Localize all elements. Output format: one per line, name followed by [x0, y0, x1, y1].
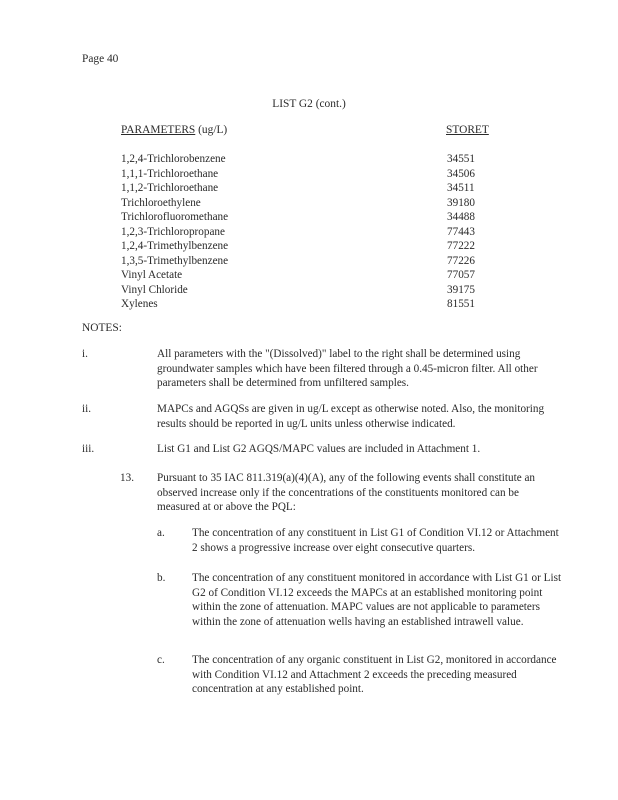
parameter-row: [121, 225, 495, 240]
parameter-row: [121, 167, 495, 182]
parameter-row: [121, 239, 495, 254]
parameters-header-unit: (ug/L): [195, 124, 228, 136]
note-text: List G1 and List G2 AGQS/MAPC values are included in Attachment 1.: [157, 443, 481, 455]
storet-code: 34511: [447, 182, 475, 194]
condition-item-letter: a.: [157, 527, 165, 539]
condition-item-text: The concentration of any constituent in List G1 of Condition VI.12 or Attachment 2 shows a progressive increase over eight consecutive quarters.: [192, 527, 559, 554]
storet-code: 77222: [447, 240, 475, 252]
page-number: Page 40: [82, 53, 119, 65]
parameter-name: Trichlorofluoromethane: [121, 211, 229, 223]
storet-code: 34506: [447, 167, 475, 180]
parameter-row: [121, 254, 495, 269]
notes-heading: NOTES:: [82, 322, 122, 334]
parameter-row: [121, 181, 495, 196]
condition-item-text: The concentration of any organic constituent in List G2, monitored in accordance with Condition VI.12 and Attachment 2 exceeds the preceding measured concentration at any established point.: [192, 654, 557, 696]
storet-code: 77226: [447, 254, 475, 267]
parameter-row: [121, 297, 495, 312]
storet-code: 81551: [447, 298, 475, 310]
parameter-name: 1,3,5-Trimethylbenzene: [121, 254, 229, 267]
storet-code: 39175: [447, 283, 475, 296]
parameter-name: 1,2,3-Trichloropropane: [121, 225, 225, 238]
storet-code: 77443: [447, 225, 475, 238]
parameter-row: [121, 268, 495, 283]
parameter-name: 1,2,4-Trichlorobenzene: [121, 153, 226, 165]
parameter-row: [121, 152, 495, 167]
condition-item-text: The concentration of any constituent monitored in accordance with List G1 or List G2 of Condition VI.12 exceeds the MAPCs at an established monitoring point within the zone of attenuation. MAPC values are not applicable to parameters within the zone of attenuation wells having an established intrawell value.: [192, 572, 562, 628]
condition-item-letter: b.: [157, 572, 166, 584]
parameters-header-word: PARAMETERS: [121, 124, 196, 136]
storet-column-header: STORET: [446, 124, 489, 136]
note-number: ii.: [82, 403, 92, 415]
storet-code: 34551: [447, 153, 475, 165]
storet-code: 77057: [447, 269, 475, 281]
parameter-name: Vinyl Acetate: [121, 269, 183, 281]
condition-item-letter: c.: [157, 654, 165, 666]
parameters-column-header: [121, 124, 227, 136]
parameter-name: Vinyl Chloride: [121, 283, 188, 296]
parameter-name: 1,1,2-Trichloroethane: [121, 182, 219, 194]
note-text: All parameters with the "(Dissolved)" label to the right shall be determined using groundwater samples which have been filtered through a 0.45-micron filter. All other parameters shall be determined from unfiltered samples.: [157, 348, 538, 390]
parameter-list: [121, 152, 501, 312]
parameter-name: 1,2,4-Trimethylbenzene: [121, 240, 229, 252]
storet-code: 39180: [447, 196, 475, 209]
parameter-row: [121, 196, 495, 211]
parameter-name: Trichloroethylene: [121, 196, 201, 209]
list-title: LIST G2 (cont.): [272, 98, 346, 110]
parameter-row: [121, 210, 495, 225]
note-number: i.: [82, 348, 88, 360]
condition-text: Pursuant to 35 IAC 811.319(a)(4)(A), any of the following events shall constitute an observed increase only if the concentrations of the constituents monitored can be measured at or above the PQL:: [157, 472, 536, 514]
condition-number: 13.: [120, 472, 134, 484]
note-text: MAPCs and AGQSs are given in ug/L except as otherwise noted. Also, the monitoring results should be reported in ug/L units unless otherwise indicated.: [157, 403, 545, 430]
storet-code: 34488: [447, 211, 475, 223]
parameter-name: 1,1,1-Trichloroethane: [121, 167, 219, 180]
parameter-row: [121, 283, 495, 298]
parameter-name: Xylenes: [121, 298, 158, 310]
note-number: iii.: [82, 443, 95, 455]
